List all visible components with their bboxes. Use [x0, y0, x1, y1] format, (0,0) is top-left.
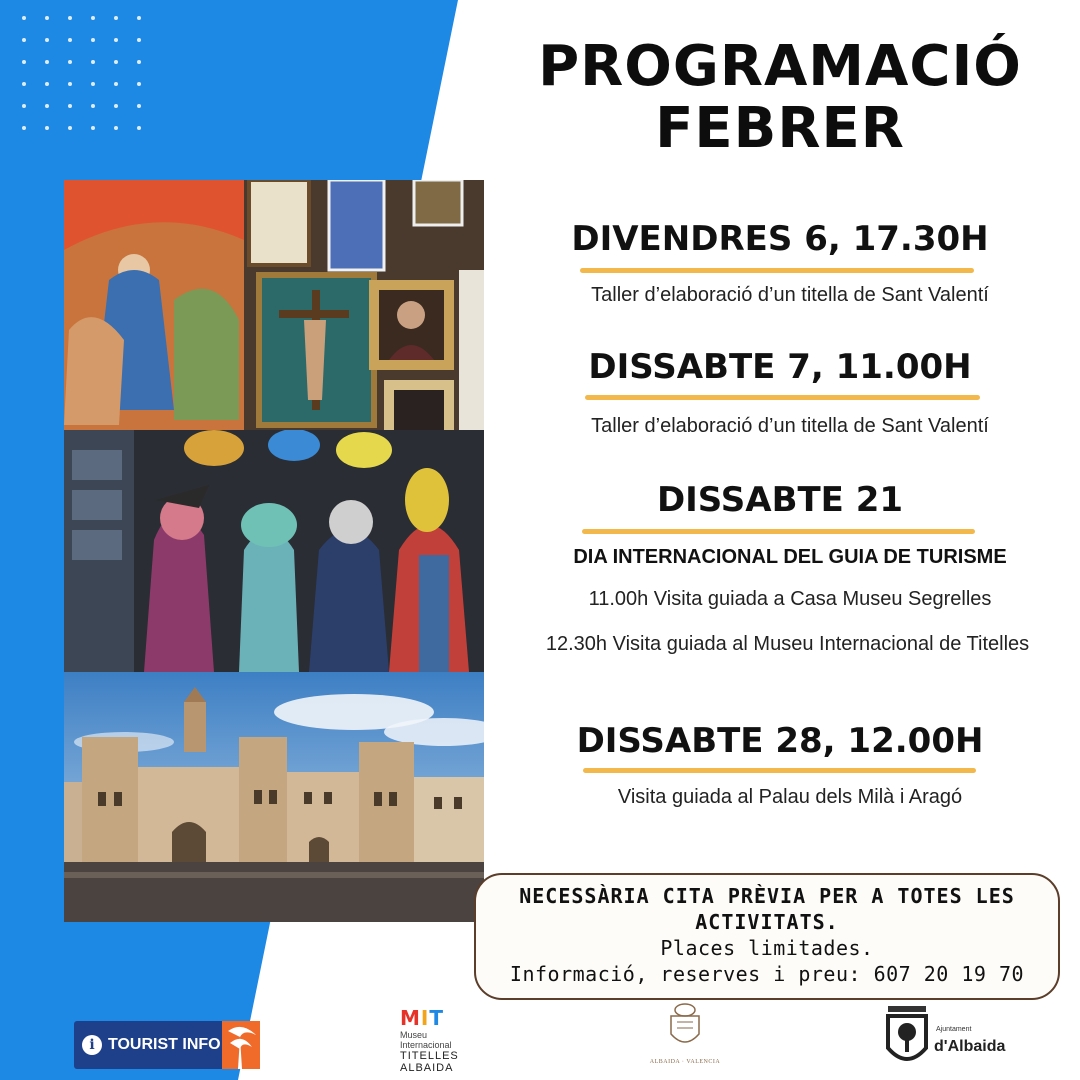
dot [68, 126, 72, 130]
dot-grid-decoration [22, 16, 146, 134]
shield-icon [884, 1004, 930, 1072]
dot [45, 38, 49, 42]
puppets-photo [64, 430, 484, 672]
dot [91, 104, 95, 108]
title-line-2: FEBRER [655, 96, 905, 161]
dot [91, 82, 95, 86]
notice-required: NECESSÀRIA CITA PRÈVIA PER A TOTES LES ACTIVITATS. [519, 884, 1015, 934]
info-icon: i [82, 1035, 102, 1055]
mit-line-internacional: Internacional [400, 1040, 452, 1050]
event-description: Taller d’elaboració d’un titella de Sant Valentí [591, 284, 989, 306]
dot [114, 82, 118, 86]
notice-limited: Places limitades. [660, 936, 874, 960]
heading-underline [585, 395, 980, 400]
title-line-1: PROGRAMACIÓ [538, 34, 1022, 99]
dot [91, 126, 95, 130]
dot [68, 104, 72, 108]
palace-photo [64, 672, 484, 922]
dot [114, 126, 118, 130]
dot [114, 104, 118, 108]
tourist-info-logo [74, 1021, 260, 1069]
dot [68, 82, 72, 86]
dot [22, 38, 26, 42]
dot [137, 60, 141, 64]
dot [45, 82, 49, 86]
dot [45, 104, 49, 108]
event-heading: DISSABTE 28, 12.00H [576, 721, 984, 761]
dot [137, 16, 141, 20]
dot [45, 60, 49, 64]
tourist-info-label: TOURIST INFO [108, 1036, 221, 1053]
mit-line-titelles: TITELLES [400, 1050, 459, 1062]
dot [137, 38, 141, 42]
dot [91, 38, 95, 42]
dot [114, 16, 118, 20]
page-title [520, 36, 1040, 160]
dot [114, 60, 118, 64]
mit-line-museu: Museu [400, 1030, 428, 1040]
dot [22, 126, 26, 130]
dot [68, 16, 72, 20]
dot [68, 60, 72, 64]
dot [22, 60, 26, 64]
dot [91, 16, 95, 20]
event-heading: DIVENDRES 6, 17.30H [571, 219, 989, 259]
event-description: 11.00h Visita guiada a Casa Museu Segrelles [588, 588, 992, 610]
event-subheading: DIA INTERNACIONAL DEL GUIA DE TURISME [573, 546, 1007, 568]
seal-caption: ALBAIDA · VALENCIA [649, 1059, 721, 1065]
event-description: Visita guiada al Palau dels Milà i Aragó [617, 786, 963, 808]
dot [91, 60, 95, 64]
dot [45, 126, 49, 130]
notice-info-phone: Informació, reserves i preu: 607 20 19 70 [509, 962, 1025, 986]
albaida-seal-logo [648, 1000, 722, 1078]
albaida-label: d'Albaida [934, 1038, 1006, 1055]
crest-icon [665, 1000, 705, 1052]
booking-notice [474, 873, 1060, 1000]
dot [68, 38, 72, 42]
dot [22, 16, 26, 20]
dot [137, 126, 141, 130]
heading-underline [583, 768, 976, 773]
dot [45, 16, 49, 20]
mit-titelles-logo [400, 1006, 490, 1076]
paintings-photo [64, 180, 484, 430]
dot [137, 104, 141, 108]
dot [22, 104, 26, 108]
event-heading: DISSABTE 21 [656, 480, 904, 520]
dot [137, 82, 141, 86]
photo-collage [64, 180, 484, 922]
mit-line-albaida: ALBAIDA [400, 1062, 454, 1074]
event-heading: DISSABTE 7, 11.00H [588, 347, 972, 387]
ajuntament-label: Ajuntament [936, 1026, 972, 1033]
event-description: 12.30h Visita guiada al Museu Internacional de Titelles [545, 633, 1030, 655]
dot [114, 38, 118, 42]
palm-icon [222, 1021, 260, 1069]
event-description: Taller d’elaboració d’un titella de Sant Valentí [591, 415, 989, 437]
dot [22, 82, 26, 86]
mit-brand: MIT [400, 1006, 445, 1030]
heading-underline [580, 268, 974, 273]
ajuntament-albaida-logo [884, 1004, 1014, 1076]
heading-underline [582, 529, 975, 534]
